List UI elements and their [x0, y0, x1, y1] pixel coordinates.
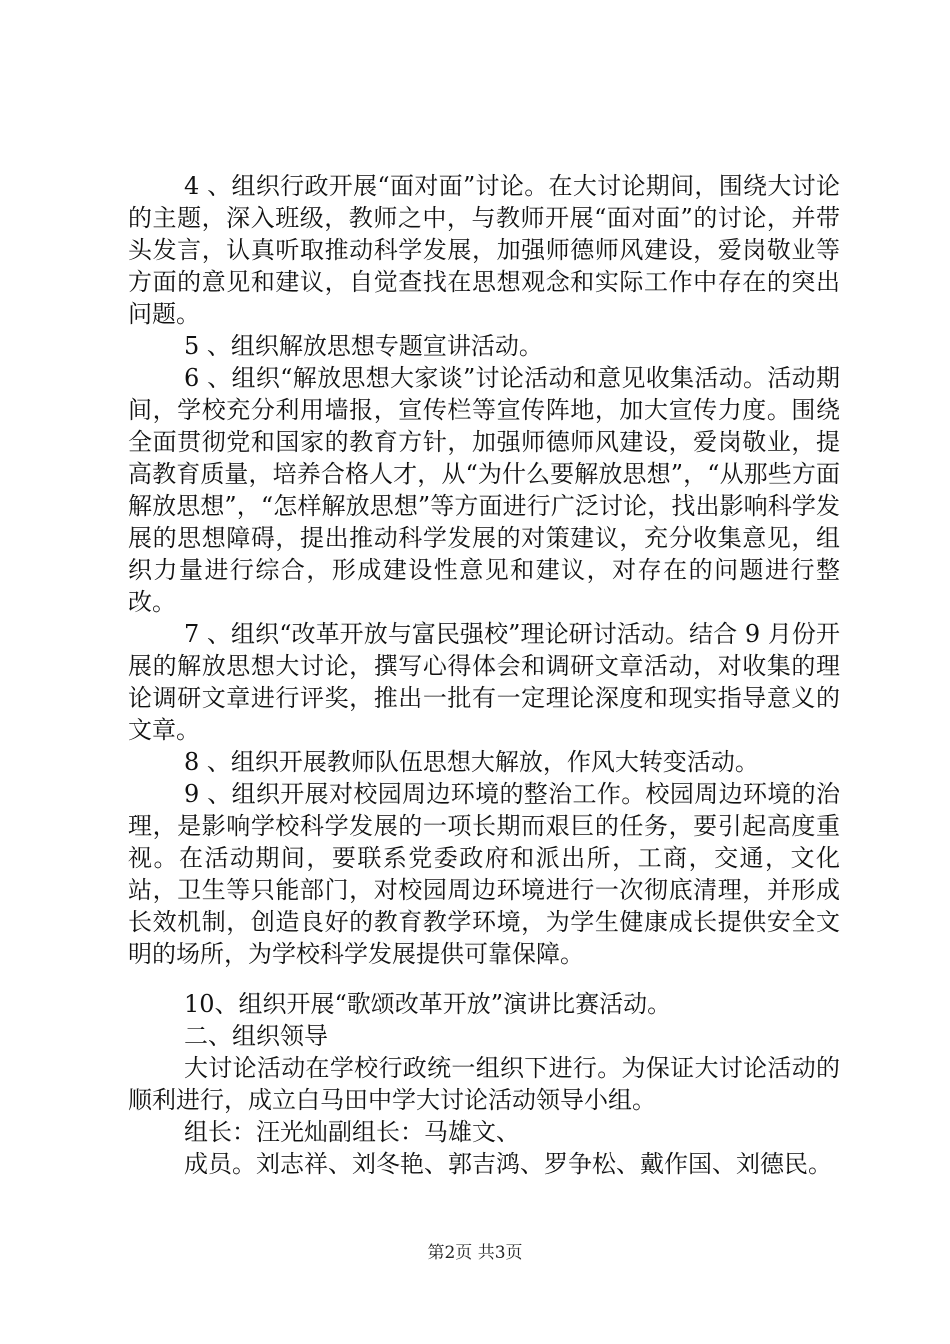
document-body	[128, 170, 840, 1180]
paragraph-members: 成员。刘志祥、刘冬艳、郭吉鸿、罗争松、戴作国、刘德民。	[184, 1150, 832, 1178]
paragraph-item-4: 4 、组织行政开展“面对面”讨论。在大讨论期间，围绕大讨论的主题，深入班级，教师之中，与教师开展“面对面”的讨论，并带头发言，认真听取推动科学发展，加强师德师风建设，爱岗敬业等方面的意见和建议，自觉查找在思想观念和实际工作中存在的突出问题。	[128, 172, 840, 328]
paragraph-item-6: 6 、组织“解放思想大家谈”讨论活动和意见收集活动。活动期间，学校充分利用墙报，宣传栏等宣传阵地，加大宣传力度。围绕全面贯彻党和国家的教育方针，加强师德师风建设，爱岗敬业，提高教育质量，培养合格人才，从“为什么要解放思想”，“从那些方面解放思想”，“怎样解放思想”等方面进行广泛讨论，找出影响科学发展的思想障碍，提出推动科学发展的对策建议，充分收集意见，组织力量进行综合，形成建设性意见和建议，对存在的问题进行整改。	[128, 364, 840, 616]
paragraph-item-7: 7 、组织“改革开放与富民强校”理论研讨活动。结合 9 月份开展的解放思想大讨论，撰写心得体会和调研文章活动，对收集的理论调研文章进行评奖，推出一批有一定理论深度和现实指导意义的文章。	[128, 620, 840, 744]
paragraph-item-9: 9 、组织开展对校园周边环境的整治工作。校园周边环境的治理，是影响学校科学发展的一项长期而艰巨的任务，要引起高度重视。在活动期间，要联系党委政府和派出所，工商，交通，文化站，卫生等只能部门，对校园周边环境进行一次彻底清理，并形成长效机制，创造良好的教育教学环境，为学生健康成长提供安全文明的场所，为学校科学发展提供可靠保障。	[128, 780, 840, 968]
section-heading-organization: 二、组织领导	[184, 1022, 328, 1050]
paragraph-item-8: 8 、组织开展教师队伍思想大解放，作风大转变活动。	[184, 748, 759, 776]
paragraph-organization-intro: 大讨论活动在学校行政统一组织下进行。为保证大讨论活动的顺利进行，成立白马田中学大讨论活动领导小组。	[128, 1054, 840, 1114]
paragraph-item-5: 5 、组织解放思想专题宣讲活动。	[184, 332, 543, 360]
paragraph-leaders: 组长：汪光灿副组长：马雄文、	[184, 1118, 520, 1146]
page-number-footer: 第2页 共3页	[427, 1243, 523, 1263]
paragraph-item-10: 10、组织开展“歌颂改革开放”演讲比赛活动。	[184, 990, 672, 1018]
